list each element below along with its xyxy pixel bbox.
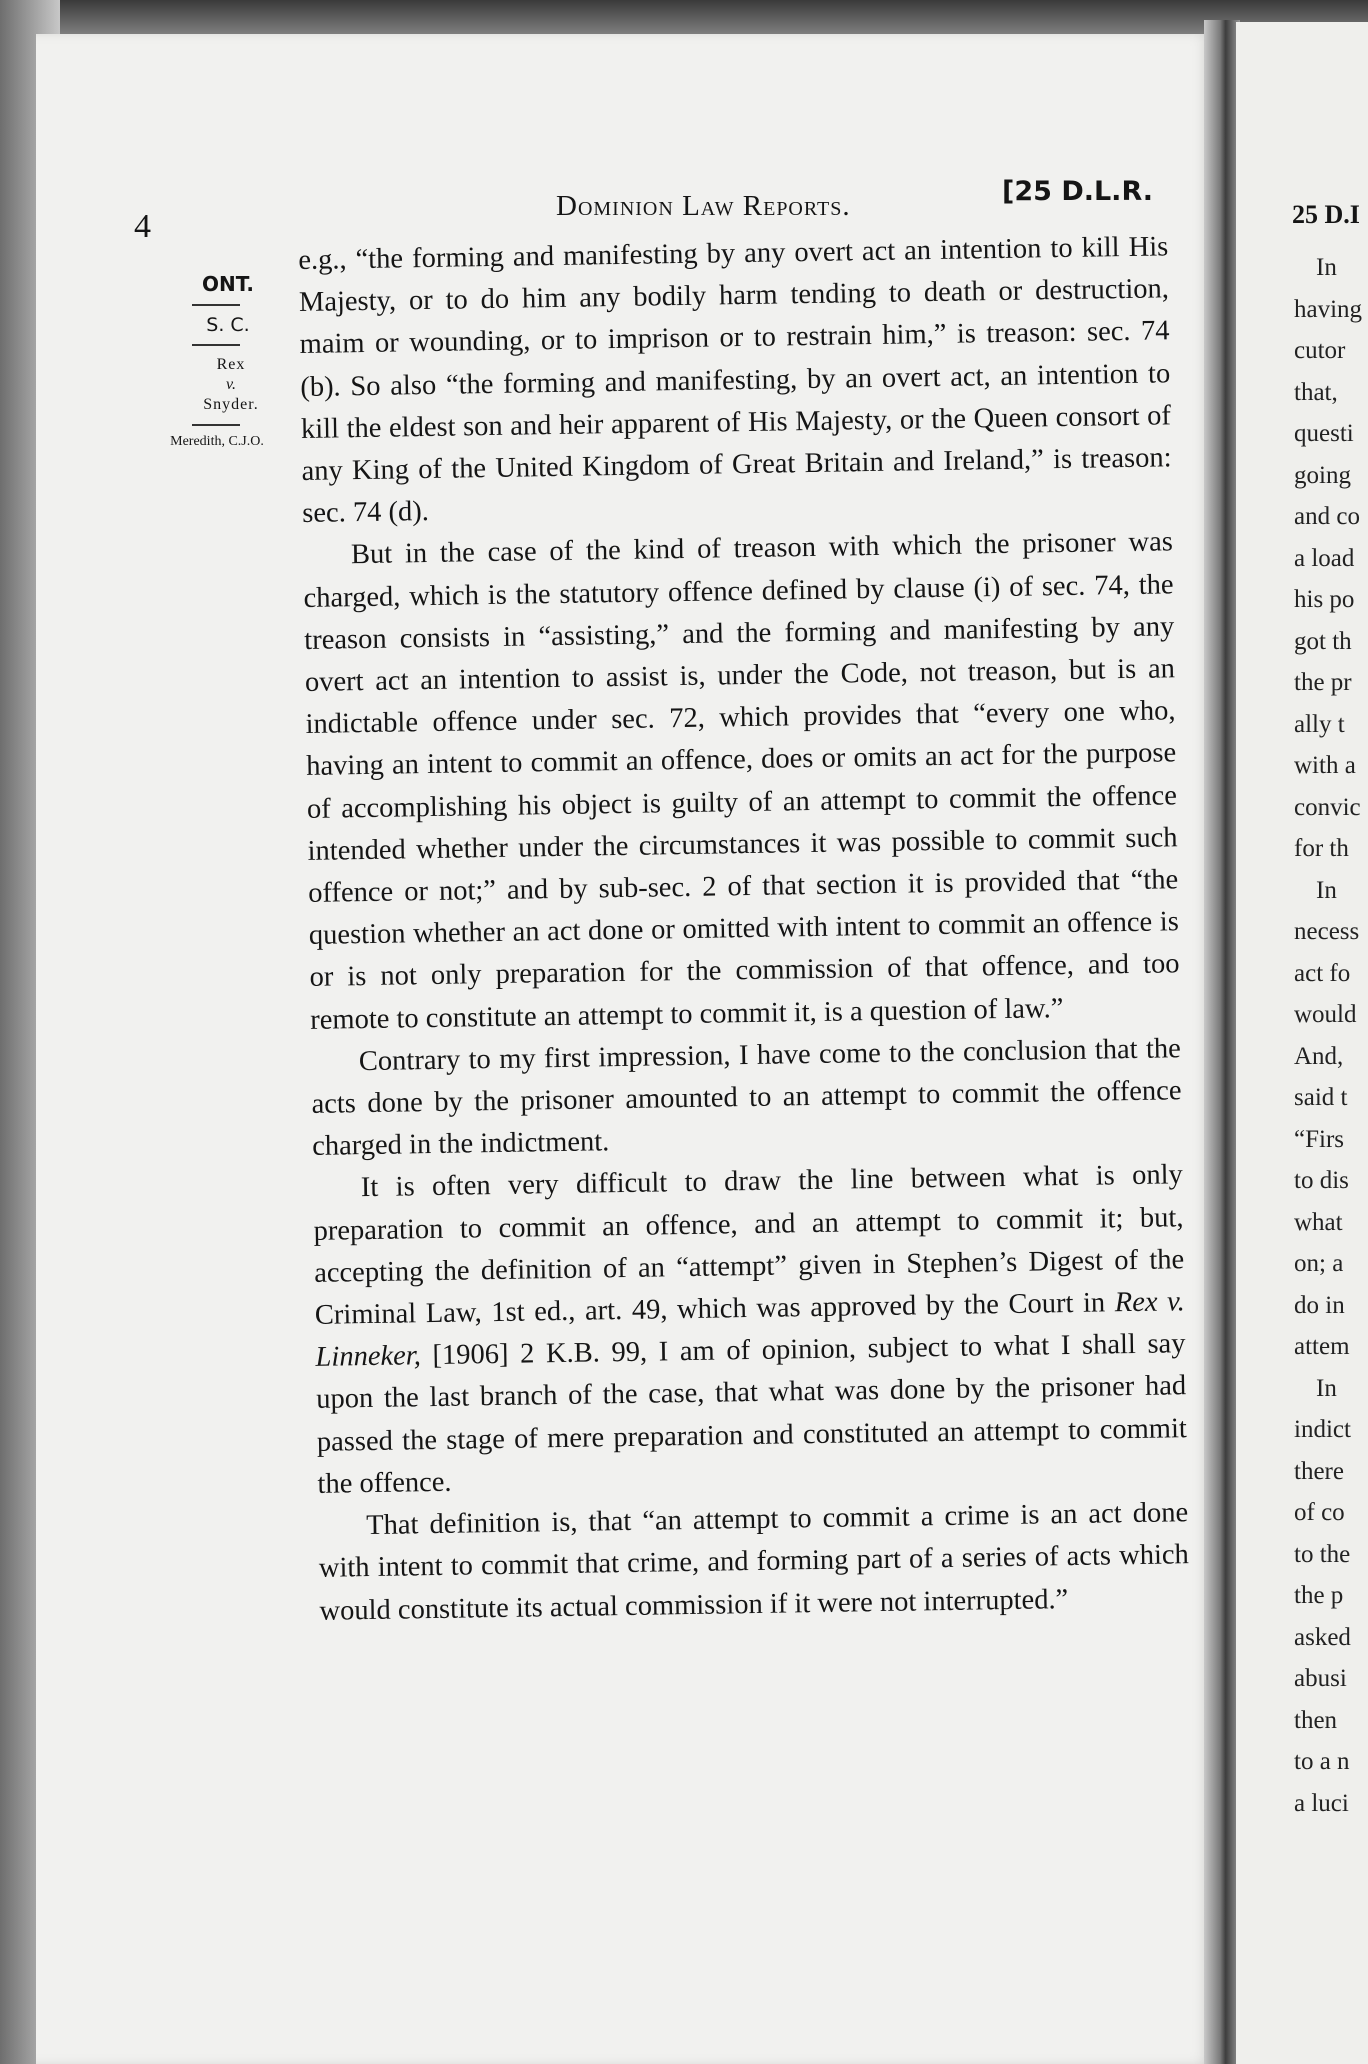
versus: v. <box>226 376 236 393</box>
paragraph-text: It is often very difficult to draw the line between what is only preparation to commit an offence, and an attempt to commit it; but, accepting the definition of an “attempt” given in Stephen’s Digest of the Criminal Law, 1st ed., art. 49, which was approved by the Court in <box>313 1159 1185 1331</box>
facing-page-line: the p <box>1294 1582 1344 1609</box>
page-number: 4 <box>134 208 151 245</box>
facing-page-line: got th <box>1294 627 1352 655</box>
facing-page-line: going <box>1294 461 1351 489</box>
facing-page-line: And, <box>1294 1042 1344 1070</box>
facing-page-line: “Firs <box>1294 1125 1344 1153</box>
facing-page-line: In <box>1316 1374 1337 1402</box>
facing-page-line: to the <box>1294 1540 1351 1568</box>
facing-page-line: act fo <box>1294 959 1351 987</box>
margin-note <box>132 272 302 450</box>
facing-page-line: on; a <box>1294 1250 1344 1277</box>
facing-page-line: attem <box>1294 1333 1350 1360</box>
facing-page-line: of co <box>1294 1499 1345 1526</box>
facing-page-line: to dis <box>1294 1167 1349 1194</box>
facing-page-line: with a <box>1294 752 1356 779</box>
paragraph: But in the case of the kind of treason with which the prisoner was charged, which is the statutory offence defined by clause (i) of sec. 74, the treason consists in “assisting,” and the forming and manifesting by any overt act an intention to assist is, under the Code, not treason, but is an indictable offence under sec. 72, which provides that “every one who, having an intent to commit an offence, does or omits an act for the purpose of accomplishing his object is guilty of an attempt to commit the offence intended whether under the circumstances it was possible to commit such offence or not;” and by sub-sec. 2 of that section it is provided that “the question whether an act done or omitted with intent to commit an offence is or is not only preparation for the commission of that offence, and too remote to constitute an attempt to commit it, is a question of law.” <box>303 526 1180 1036</box>
facing-page-line: ally t <box>1294 710 1345 738</box>
facing-page-line: would <box>1294 1001 1357 1028</box>
facing-page-line: the pr <box>1294 669 1352 696</box>
jurisdiction: ONT. <box>202 272 254 296</box>
facing-page-line: a load <box>1294 544 1355 572</box>
running-title: Dominion Law Reports. <box>556 190 851 222</box>
book-gutter <box>1204 20 1240 2064</box>
paragraph-text: [1906] 2 K.B. 99, I am of opinion, subject to what I shall say upon the last branch of the case, that what was done by the prisoner had passed the stage of mere preparation and constituted an attempt to commit the offence. <box>315 1328 1188 1500</box>
facing-page-line: and co <box>1294 503 1360 530</box>
facing-page-line: there <box>1294 1457 1344 1485</box>
facing-page-line: cutor <box>1294 337 1346 364</box>
facing-page-line: In <box>1316 876 1337 904</box>
facing-page-line: for th <box>1294 835 1349 862</box>
facing-page-line: necess <box>1294 918 1360 945</box>
facing-page-line: to a n <box>1294 1748 1350 1775</box>
paragraph <box>313 1155 1188 1506</box>
court: S. C. <box>206 314 250 336</box>
facing-page-line: questi <box>1294 420 1354 447</box>
judge: Meredith, C.J.O. <box>170 434 264 449</box>
party-defendant: Snyder. <box>203 396 259 413</box>
paragraph: That definition is, that “an attempt to commit a crime is an act done with intent to commit that crime, and forming part of a series of acts which would constitute its actual commission if it were not interrupted.” <box>318 1497 1190 1627</box>
facing-page-header: 25 D.I <box>1292 200 1360 229</box>
facing-page-line: that, <box>1294 378 1338 406</box>
facing-page-line: his po <box>1294 586 1355 613</box>
facing-page-line: indict <box>1294 1416 1351 1443</box>
case-citation: Rex v. Linneker, <box>315 1286 1186 1374</box>
paragraph: e.g., “the forming and manifesting by any overt act an intention to kill His Majesty, or to do him any bodily harm tending to death or destruction, maim or wounding, or to imprison or to restrain him,” is treason: sec. 74 (b). So also “the forming and manifesting, by an overt act, an intention to kill the eldest son and heir apparent of His Majesty, or the Queen consort of any King of the United Kingdom of Great Britain and Ireland,” is treason: sec. 74 (d). <box>298 231 1172 530</box>
facing-page-line: what <box>1294 1208 1343 1236</box>
volume-reference: [25 D.L.R. <box>1002 176 1153 207</box>
party-plaintiff: Rex <box>216 356 246 373</box>
margin-rule <box>192 344 240 346</box>
judgment-text <box>298 226 1190 1632</box>
facing-page-line: then <box>1294 1706 1338 1734</box>
facing-page-line: having <box>1294 295 1363 323</box>
paragraph: Contrary to my first impression, I have come to the conclusion that the acts done by the prisoner amounted to an attempt to commit the offence charged in the indictment. <box>311 1033 1182 1163</box>
facing-page-line: abusi <box>1294 1665 1347 1692</box>
facing-page-line: asked <box>1294 1623 1351 1651</box>
facing-page-line: a luci <box>1294 1789 1349 1817</box>
facing-page-line: In <box>1316 254 1337 281</box>
facing-page-line: do in <box>1294 1291 1345 1319</box>
facing-page-line: convic <box>1294 793 1361 821</box>
facing-page <box>1236 22 1368 2064</box>
facing-page-line: said t <box>1294 1084 1348 1111</box>
margin-rule <box>192 424 240 426</box>
margin-rule <box>192 304 240 306</box>
